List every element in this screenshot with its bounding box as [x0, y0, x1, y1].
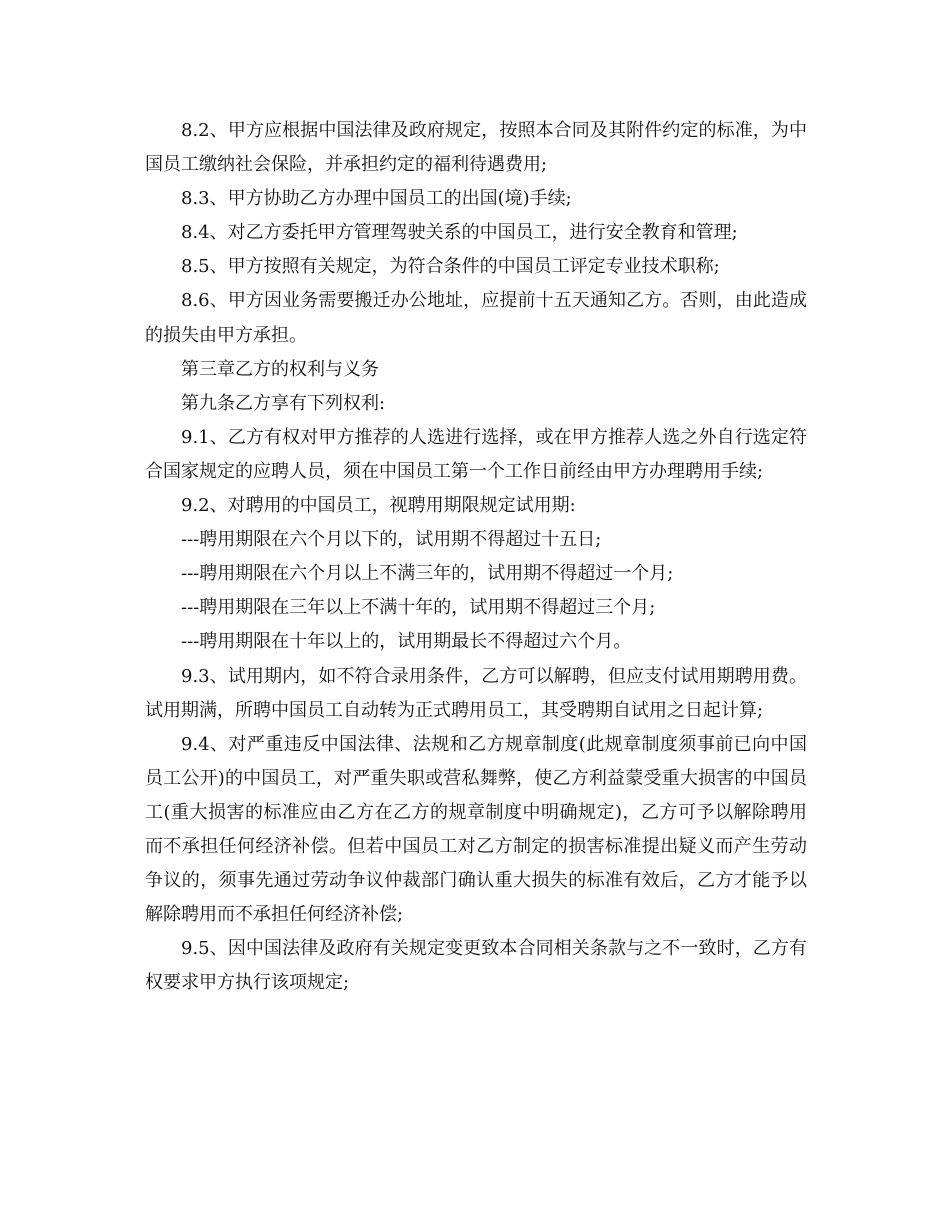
paragraph-9-1: 9.1、乙方有权对甲方推荐的人选进行选择，或在甲方推荐人选之外自行选定符合国家规定的应聘人员，须在中国员工第一个工作日前经由甲方办理聘用手续;: [145, 426, 807, 482]
paragraph-8-2: 8.2、甲方应根据中国法律及政府规定，按照本合同及其附件约定的标准，为中国员工缴纳社会保险，并承担约定的福利待遇费用;: [145, 120, 807, 176]
paragraph-8-4: 8.4、对乙方委托甲方管理驾驶关系的中国员工，进行安全教育和管理;: [181, 222, 738, 244]
probation-item-3: ---聘用期限在三年以上不满十年的，试用期不得超过三个月;: [181, 597, 656, 619]
article-9-heading: 第九条乙方享有下列权利:: [181, 392, 386, 414]
paragraph-8-6: 8.6、甲方因业务需要搬迁办公地址，应提前十五天通知乙方。否则，由此造成的损失由甲方承担。: [145, 290, 807, 346]
paragraph-9-5: 9.5、因中国法律及政府有关规定变更致本合同相关条款与之不一致时，乙方有权要求甲方执行该项规定;: [145, 938, 807, 994]
probation-item-2: ---聘用期限在六个月以上不满三年的，试用期不得超过一个月;: [181, 563, 674, 585]
probation-item-1: ---聘用期限在六个月以下的，试用期不得超过十五日;: [181, 529, 602, 551]
paragraph-8-5: 8.5、甲方按照有关规定，为符合条件的中国员工评定专业技术职称;: [181, 256, 720, 278]
paragraph-9-4: 9.4、对严重违反中国法律、法规和乙方规章制度(此规章制度须事前已向中国员工公开)的中国员工，对严重失职或营私舞弊，使乙方利益蒙受重大损害的中国员工(重大损害的标准应由乙方在乙方的规章制度中明确规定)，乙方可予以解除聘用而不承担任何经济补偿。但若中国员工对乙方制定的损害标准提出疑义而产生劳动争议的，须事先通过劳动争议仲裁部门确认重大损失的标准有效后，乙方才能予以解除聘用而不承担任何经济补偿;: [145, 733, 807, 926]
paragraph-8-3: 8.3、甲方协助乙方办理中国员工的出国(境)手续;: [181, 188, 572, 210]
probation-item-4: ---聘用期限在十年以上的，试用期最长不得超过六个月。: [181, 631, 632, 653]
chapter-3-heading: 第三章乙方的权利与义务: [181, 358, 379, 380]
paragraph-9-2: 9.2、对聘用的中国员工，视聘用期限规定试用期:: [181, 495, 576, 517]
document-body: [145, 114, 807, 1000]
paragraph-9-3: 9.3、试用期内，如不符合录用条件，乙方可以解聘，但应支付试用期聘用费。试用期满，所聘中国员工自动转为正式聘用员工，其受聘期自试用之日起计算;: [145, 665, 807, 721]
